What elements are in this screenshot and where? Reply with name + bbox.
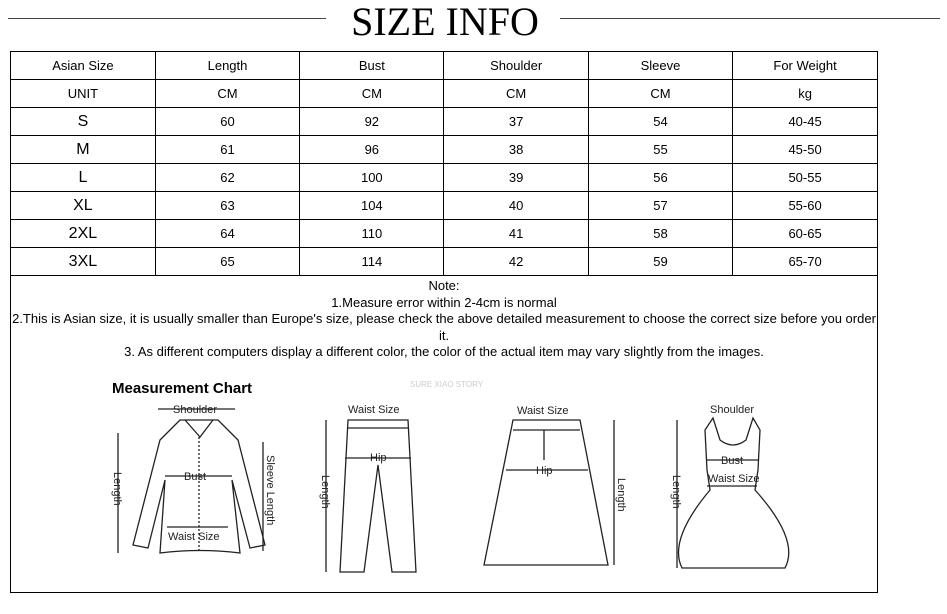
value-cell: 63 — [155, 192, 299, 220]
value-cell: 56 — [588, 164, 732, 192]
value-cell: 61 — [155, 136, 299, 164]
page-title: SIZE INFO — [351, 0, 539, 44]
skirt-hip-label: Hip — [536, 465, 553, 477]
value-cell: 39 — [444, 164, 588, 192]
dress-waist-label: Waist Size — [708, 473, 760, 485]
size-cell: 2XL — [11, 220, 155, 248]
pants-hip-label: Hip — [370, 452, 387, 464]
dress-length-label: Length — [670, 475, 682, 509]
shirt-waist-label: Waist Size — [168, 531, 220, 543]
value-cell: 38 — [444, 136, 588, 164]
value-cell: 41 — [444, 220, 588, 248]
column-header: Sleeve — [588, 52, 732, 80]
shirt-bust-label: Bust — [184, 471, 207, 483]
skirt-diagram — [484, 405, 627, 565]
note-line-2: 2.This is Asian size, it is usually smaller than Europe's size, please check the above detailed measurement to choose the correct size before you order it. — [12, 311, 876, 343]
unit-cell: kg — [733, 80, 877, 108]
column-header: For Weight — [733, 52, 877, 80]
size-cell: 3XL — [11, 248, 155, 276]
value-cell: 104 — [300, 192, 444, 220]
column-header: Bust — [300, 52, 444, 80]
dress-shoulder-label: Shoulder — [710, 404, 755, 416]
skirt-waist-label: Waist Size — [517, 405, 569, 417]
skirt-length-label: Length — [615, 478, 627, 512]
column-header: Asian Size — [11, 52, 155, 80]
pants-waist-label: Waist Size — [348, 404, 400, 416]
size-cell: XL — [11, 192, 155, 220]
column-header: Length — [155, 52, 299, 80]
value-cell: 62 — [155, 164, 299, 192]
shirt-length-label: Length — [111, 472, 123, 506]
dress-bust-label: Bust — [721, 455, 744, 467]
value-cell: 92 — [300, 108, 444, 136]
shirt-sleeve-label: Sleeve Length — [264, 455, 276, 526]
value-cell: 45-50 — [733, 136, 877, 164]
value-cell: 42 — [444, 248, 588, 276]
value-cell: 110 — [300, 220, 444, 248]
value-cell: 59 — [588, 248, 732, 276]
note-heading: Note: — [428, 278, 460, 293]
value-cell: 114 — [300, 248, 444, 276]
note-line-1: 1.Measure error within 2-4cm is normal — [331, 294, 557, 310]
size-cell: S — [11, 108, 155, 136]
value-cell: 40-45 — [733, 108, 877, 136]
value-cell: 55 — [588, 136, 732, 164]
size-cell: M — [11, 136, 155, 164]
shirt-shoulder-label: Shoulder — [173, 404, 218, 416]
unit-cell: CM — [300, 80, 444, 108]
value-cell: 65 — [155, 248, 299, 276]
unit-cell: CM — [588, 80, 732, 108]
value-cell: 55-60 — [733, 192, 877, 220]
value-cell: 64 — [155, 220, 299, 248]
measurement-chart-title: Measurement Chart — [112, 380, 253, 397]
note-line-3: 3. As different computers display a different color, the color of the actual item may vary slightly from the images. — [124, 344, 764, 359]
value-cell: 100 — [300, 164, 444, 192]
value-cell: 54 — [588, 108, 732, 136]
value-cell: 65-70 — [733, 248, 877, 276]
value-cell: 37 — [444, 108, 588, 136]
value-cell: 58 — [588, 220, 732, 248]
watermark: SURE XIAO STORY — [410, 380, 484, 389]
pants-diagram — [319, 404, 416, 572]
unit-cell: CM — [444, 80, 588, 108]
value-cell: 60 — [155, 108, 299, 136]
pants-length-label: Length — [319, 475, 331, 509]
value-cell: 96 — [300, 136, 444, 164]
size-cell: L — [11, 164, 155, 192]
value-cell: 50-55 — [733, 164, 877, 192]
value-cell: 60-65 — [733, 220, 877, 248]
unit-cell: UNIT — [11, 80, 155, 108]
value-cell: 57 — [588, 192, 732, 220]
column-header: Shoulder — [444, 52, 588, 80]
value-cell: 40 — [444, 192, 588, 220]
unit-cell: CM — [155, 80, 299, 108]
shirt-diagram — [111, 404, 276, 553]
dress-diagram — [670, 404, 789, 568]
